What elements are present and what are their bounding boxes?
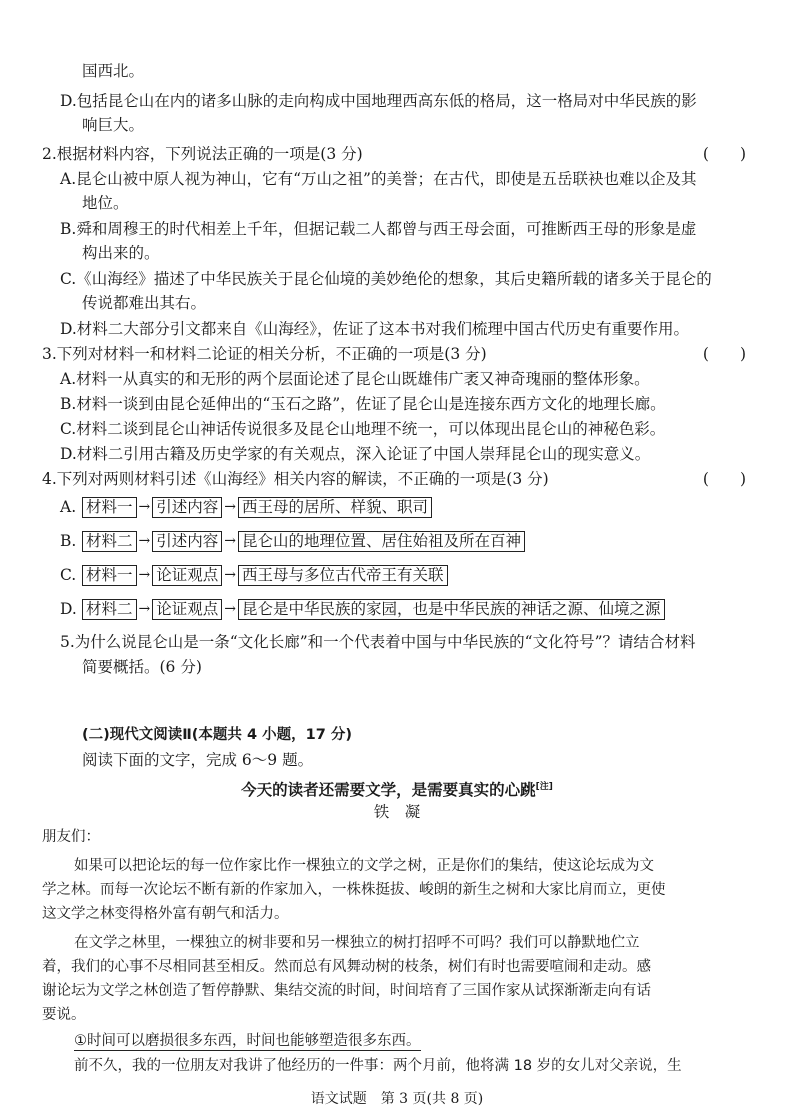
q4-option-a: [60, 496, 432, 518]
arrow-right-icon: →: [138, 567, 151, 583]
arrow-right-icon: →: [224, 567, 236, 583]
option-a: A.材料一从真实的和无形的两个层面论述了昆仑山既雄伟广袤又神奇瑰丽的整体形象。: [60, 370, 650, 388]
page-footer: 语文试题 第 3 页(共 8 页): [310, 1091, 484, 1107]
answer-bracket: ( ): [702, 345, 746, 363]
source-box: 材料一: [82, 565, 137, 586]
paragraph-line: 学之林。而每一次论坛不断有新的作家加入，一株株挺拔、峻朗的新生之树和大家比肩而立，更使: [42, 882, 666, 898]
answer-bracket: ( ): [702, 470, 746, 488]
content-box: 昆仑山的地理位置、居住始祖及所在百神: [238, 531, 525, 552]
question-5: 5.为什么说昆仑山是一条“文化长廊”和一个代表着中国与中华民族的“文化符号”？请结合材料: [60, 633, 696, 651]
kind-box: 论证观点: [152, 599, 222, 620]
paragraph-line: 着，我们的心事不尽相同甚至相反。然而总有风舞动树的枝条，树们有时也需要喧闹和走动。感: [42, 959, 651, 975]
text-line: 国西北。: [82, 62, 145, 80]
kind-box: 引述内容: [152, 497, 222, 518]
option-label: B.: [60, 532, 77, 550]
arrow-right-icon: →: [138, 499, 151, 515]
arrow-right-icon: →: [224, 601, 236, 617]
option-label: A.: [60, 498, 77, 516]
text-line: 简要概括。(6 分): [82, 658, 202, 676]
underlined-sentence: [74, 1030, 421, 1052]
paragraph-line: 要说。: [42, 1007, 86, 1023]
content-box: 昆仑是中华民族的家园，也是中华民族的神话之源、仙境之源: [238, 599, 665, 620]
paragraph-line: 前不久，我的一位朋友对我讲了他经历的一件事：两个月前，他将满 18 岁的女儿对父亲说，生: [74, 1058, 682, 1074]
arrow-right-icon: →: [224, 499, 236, 515]
section-heading: (二)现代文阅读Ⅱ(本题共 4 小题，17 分): [82, 727, 352, 743]
greeting: 朋友们：: [42, 829, 100, 845]
q4-option-b: [60, 530, 525, 552]
option-a: A.昆仑山被中原人视为神山，它有“万山之祖”的美誉；在古代，即使是五岳联袂也难以企及其: [60, 170, 697, 188]
question-4: 4.下列对两则材料引述《山海经》相关内容的解读，不正确的一项是(3 分): [42, 470, 549, 488]
article-title-text: 今天的读者还需要文学，是需要真实的心跳: [241, 781, 536, 800]
underlined-text: ①时间可以磨损很多东西，时间也能够塑造很多东西。: [74, 1033, 421, 1049]
source-box: 材料一: [82, 497, 137, 518]
option-label: C.: [60, 566, 77, 584]
option-label: D.: [60, 600, 77, 618]
arrow-right-icon: →: [138, 533, 151, 549]
question-2: 2.根据材料内容，下列说法正确的一项是(3 分): [42, 145, 363, 163]
source-box: 材料二: [82, 599, 137, 620]
question-3: 3.下列对材料一和材料二论证的相关分析，不正确的一项是(3 分): [42, 345, 487, 363]
option-d-q1: D.包括昆仑山在内的诸多山脉的走向构成中国地理西高东低的格局，这一格局对中华民族的影: [60, 92, 697, 110]
option-d: D.材料二大部分引文都来自《山海经》，佐证了这本书对我们梳理中国古代历史有重要作用。: [60, 320, 690, 338]
q4-option-c: [60, 564, 448, 586]
paragraph-line: 谢论坛为文学之林创造了暂停静默、集结交流的时间，时间培育了三国作家从试探渐渐走向有话: [42, 983, 651, 999]
arrow-right-icon: →: [138, 601, 151, 617]
text-line: 传说都难出其右。: [82, 294, 207, 312]
q4-option-d: [60, 598, 665, 620]
answer-bracket: ( ): [702, 145, 746, 163]
kind-box: 引述内容: [152, 531, 222, 552]
option-b: B.舜和周穆王的时代相差上千年，但据记载二人都曾与西王母会面，可推断西王母的形象是虚: [60, 220, 697, 238]
content-box: 西王母与多位古代帝王有关联: [238, 565, 448, 586]
instruction: 阅读下面的文字，完成 6～9 题。: [82, 751, 314, 769]
option-c: C.《山海经》描述了中华民族关于昆仑仙境的美妙绝伦的想象，其后史籍所载的诸多关于昆仑的: [60, 270, 712, 288]
text-line: 响巨大。: [82, 116, 145, 134]
article-title: [0, 776, 794, 801]
text-line: 构出来的。: [82, 244, 160, 262]
option-b: B.材料一谈到由昆仑延伸出的“玉石之路”，佐证了昆仑山是连接东西方文化的地理长廊。: [60, 395, 666, 413]
author: 铁 凝: [373, 803, 421, 821]
kind-box: 论证观点: [152, 565, 222, 586]
option-d: D.材料二引用古籍及历史学家的有关观点，深入论证了中国人崇拜昆仑山的现实意义。: [60, 445, 651, 463]
arrow-right-icon: →: [224, 533, 236, 549]
paragraph-line: 如果可以把论坛的每一位作家比作一棵独立的文学之树，正是你们的集结，使这论坛成为文: [74, 858, 654, 874]
paragraph-line: 这文学之林变得格外富有朝气和活力。: [42, 906, 289, 922]
option-c: C.材料二谈到昆仑山神话传说很多及昆仑山地理不统一，可以体现出昆仑山的神秘色彩。: [60, 420, 666, 438]
content-box: 西王母的居所、样貌、职司: [238, 497, 432, 518]
text-line: 地位。: [82, 194, 129, 212]
paragraph-line: 在文学之林里，一棵独立的树非要和另一棵独立的树打招呼不可吗？我们可以静默地伫立: [74, 935, 640, 951]
title-note: [注]: [535, 782, 553, 792]
source-box: 材料二: [82, 531, 137, 552]
